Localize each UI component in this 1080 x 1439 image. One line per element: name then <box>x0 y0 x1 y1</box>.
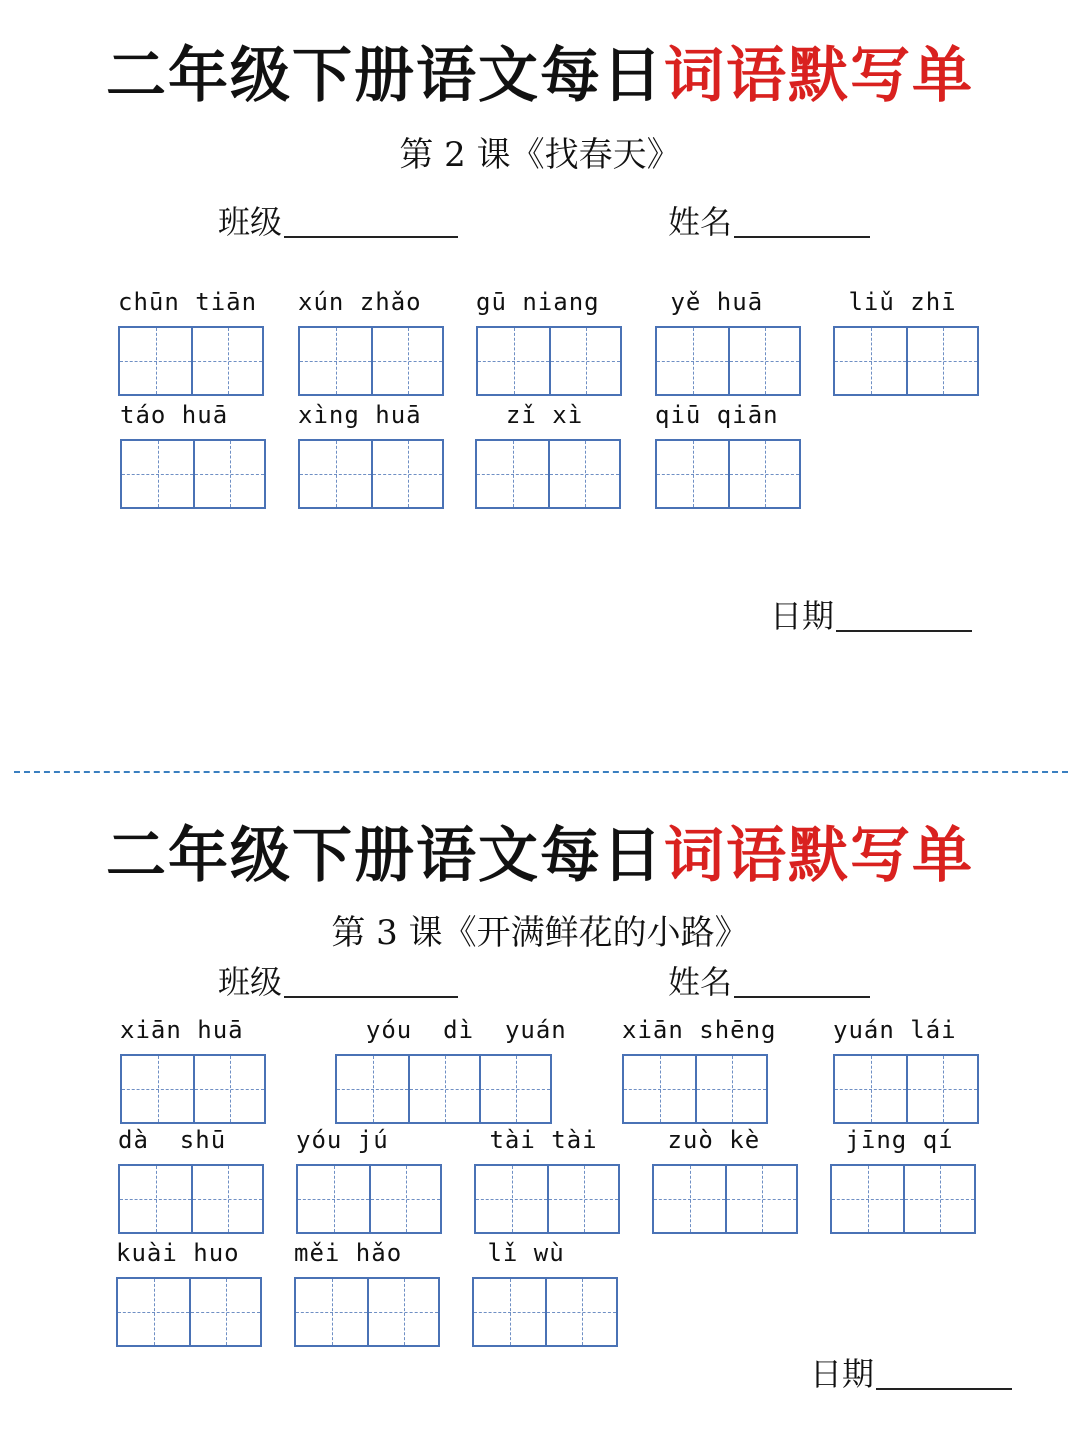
char-cell[interactable] <box>728 328 799 394</box>
writing-grid[interactable] <box>652 1164 798 1234</box>
char-cell[interactable] <box>903 1166 974 1232</box>
writing-grid[interactable] <box>655 326 801 396</box>
writing-grid[interactable] <box>298 439 444 509</box>
writing-grid[interactable] <box>120 1054 266 1124</box>
char-cell[interactable] <box>122 441 193 507</box>
word-pinyin: yóu dì yuán <box>335 1016 567 1044</box>
writing-grid[interactable] <box>833 1054 979 1124</box>
sheet-title <box>0 821 1080 891</box>
word-pinyin: tài tài <box>474 1126 598 1154</box>
char-cell[interactable] <box>296 1279 367 1345</box>
writing-grid[interactable] <box>476 326 622 396</box>
writing-grid[interactable] <box>474 1164 620 1234</box>
writing-grid[interactable] <box>120 439 266 509</box>
word-pinyin: měi hǎo <box>294 1239 403 1267</box>
name-blank[interactable] <box>734 206 870 238</box>
char-cell[interactable] <box>725 1166 796 1232</box>
char-cell[interactable] <box>657 441 728 507</box>
char-cell[interactable] <box>337 1056 408 1122</box>
date-label: 日期 <box>770 597 835 635</box>
word-pinyin: lǐ wù <box>472 1239 565 1267</box>
char-cell[interactable] <box>547 1166 618 1232</box>
word-pinyin: gū niang <box>476 288 600 316</box>
char-cell[interactable] <box>300 328 371 394</box>
char-cell[interactable] <box>906 1056 977 1122</box>
title-red-part: 词语默写单 <box>664 821 974 891</box>
title-black-part: 二年级下册语文每日 <box>106 41 664 111</box>
word-pinyin: jīng qí <box>830 1126 954 1154</box>
word-pinyin: kuài huo <box>116 1239 240 1267</box>
date-blank[interactable] <box>836 600 972 632</box>
char-cell[interactable] <box>193 441 264 507</box>
date-field <box>770 597 972 635</box>
class-label: 班级 <box>218 203 283 241</box>
word-pinyin: chūn tiān <box>118 288 258 316</box>
char-cell[interactable] <box>408 1056 479 1122</box>
writing-grid[interactable] <box>830 1164 976 1234</box>
lesson-title: 第 3 课《开满鲜花的小路》 <box>331 913 749 953</box>
name-blank[interactable] <box>734 966 870 998</box>
char-cell[interactable] <box>191 1166 262 1232</box>
word-pinyin: yóu jú <box>296 1126 389 1154</box>
char-cell[interactable] <box>369 1166 440 1232</box>
writing-grid[interactable] <box>475 439 621 509</box>
word-pinyin: zǐ xì <box>475 401 584 429</box>
char-cell[interactable] <box>476 1166 547 1232</box>
name-field <box>668 963 870 1001</box>
char-cell[interactable] <box>191 328 262 394</box>
class-blank[interactable] <box>284 966 458 998</box>
word-pinyin: xiān huā <box>120 1016 244 1044</box>
char-cell[interactable] <box>549 328 620 394</box>
word-pinyin: táo huā <box>120 401 229 429</box>
char-cell[interactable] <box>548 441 619 507</box>
cut-line-divider <box>14 771 1068 773</box>
char-cell[interactable] <box>120 328 191 394</box>
sheet-title <box>0 41 1080 111</box>
char-cell[interactable] <box>122 1056 193 1122</box>
lesson-title: 第 2 课《找春天》 <box>399 135 681 175</box>
word-pinyin: qiū qiān <box>655 401 779 429</box>
writing-grid[interactable] <box>298 326 444 396</box>
class-field <box>218 203 458 241</box>
name-label: 姓名 <box>668 203 733 241</box>
char-cell[interactable] <box>300 441 371 507</box>
char-cell[interactable] <box>193 1056 264 1122</box>
word-pinyin: xiān shēng <box>622 1016 777 1044</box>
writing-grid[interactable] <box>116 1277 262 1347</box>
writing-grid[interactable] <box>655 439 801 509</box>
word-pinyin: xún zhǎo <box>298 288 422 316</box>
writing-grid[interactable] <box>294 1277 440 1347</box>
char-cell[interactable] <box>835 1056 906 1122</box>
char-cell[interactable] <box>189 1279 260 1345</box>
word-pinyin: zuò kè <box>652 1126 761 1154</box>
word-pinyin: yuán lái <box>833 1016 957 1044</box>
char-cell[interactable] <box>657 328 728 394</box>
worksheet-lesson-3 <box>0 778 1080 1439</box>
writing-grid[interactable] <box>296 1164 442 1234</box>
writing-grid[interactable] <box>833 326 979 396</box>
writing-grid[interactable] <box>118 326 264 396</box>
char-cell[interactable] <box>545 1279 616 1345</box>
writing-grid[interactable] <box>622 1054 768 1124</box>
writing-grid[interactable] <box>335 1054 552 1124</box>
title-black-part: 二年级下册语文每日 <box>106 821 664 891</box>
char-cell[interactable] <box>654 1166 725 1232</box>
char-cell[interactable] <box>371 441 442 507</box>
date-label: 日期 <box>810 1355 875 1393</box>
char-cell[interactable] <box>479 1056 550 1122</box>
char-cell[interactable] <box>367 1279 438 1345</box>
char-cell[interactable] <box>478 328 549 394</box>
char-cell[interactable] <box>832 1166 903 1232</box>
writing-grid[interactable] <box>472 1277 618 1347</box>
char-cell[interactable] <box>120 1166 191 1232</box>
char-cell[interactable] <box>118 1279 189 1345</box>
writing-grid[interactable] <box>118 1164 264 1234</box>
class-field <box>218 963 458 1001</box>
char-cell[interactable] <box>474 1279 545 1345</box>
char-cell[interactable] <box>906 328 977 394</box>
name-label: 姓名 <box>668 963 733 1001</box>
class-blank[interactable] <box>284 206 458 238</box>
word-pinyin: yě huā <box>655 288 764 316</box>
date-blank[interactable] <box>876 1358 1012 1390</box>
name-field <box>668 203 870 241</box>
char-cell[interactable] <box>835 328 906 394</box>
class-label: 班级 <box>218 963 283 1001</box>
char-cell[interactable] <box>371 328 442 394</box>
word-pinyin: dà shū <box>118 1126 227 1154</box>
title-red-part: 词语默写单 <box>664 41 974 111</box>
word-pinyin: liǔ zhī <box>833 288 957 316</box>
date-field <box>810 1355 1012 1393</box>
char-cell[interactable] <box>477 441 548 507</box>
char-cell[interactable] <box>298 1166 369 1232</box>
char-cell[interactable] <box>695 1056 766 1122</box>
char-cell[interactable] <box>624 1056 695 1122</box>
word-pinyin: xìng huā <box>298 401 422 429</box>
char-cell[interactable] <box>728 441 799 507</box>
